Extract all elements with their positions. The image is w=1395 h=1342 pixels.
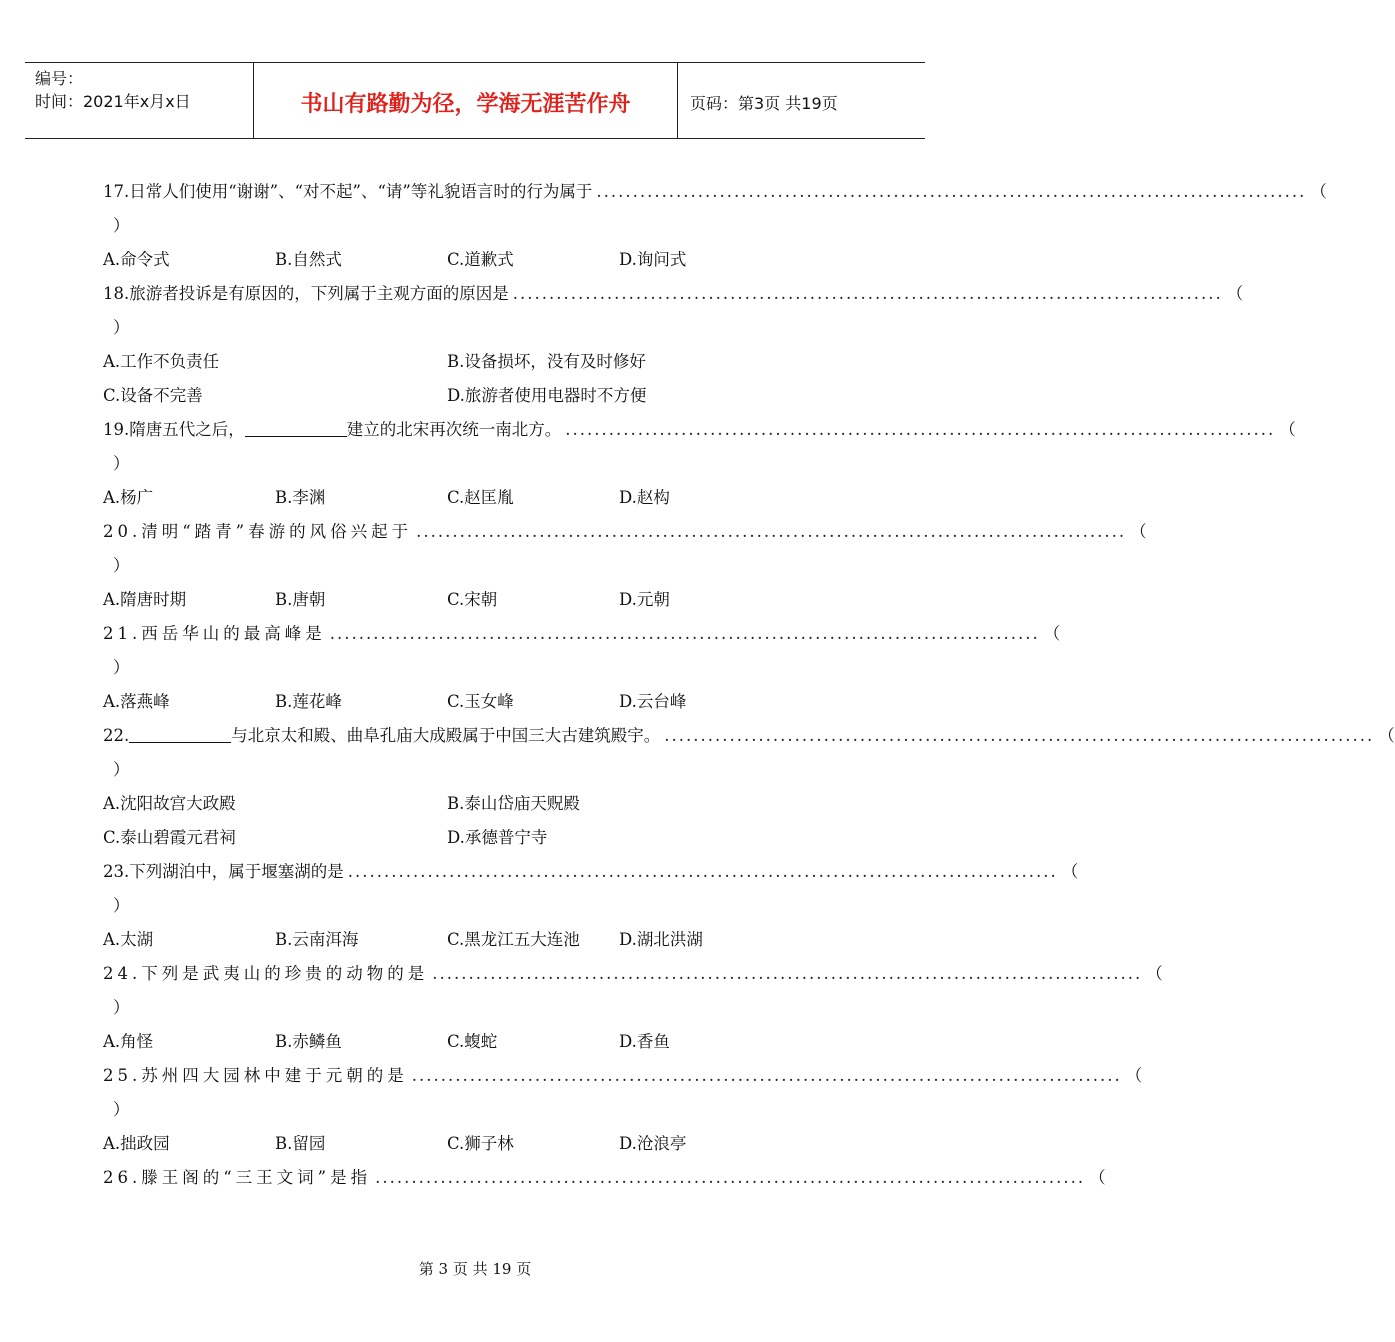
option-a: A.工作不负责任 [103,352,220,371]
question-stem: 21.西岳华山的最高峰是 [103,624,326,643]
options-row [103,926,848,960]
option-a: A.命令式 [103,250,170,269]
option-d: D.云台峰 [619,692,687,711]
question-25 [103,1062,1143,1164]
option-d: D.承德普宁寺 [447,828,548,847]
leader-dots: .................................................................................................. [432,964,1143,983]
close-paren: ） [113,658,130,677]
option-a: A.太湖 [103,930,154,949]
option-b: B.泰山岱庙天贶殿 [447,794,580,813]
close-paren: ） [113,998,130,1017]
question-23 [103,858,1079,960]
option-b: B.赤鳞鱼 [275,1032,342,1051]
option-c: C.赵匡胤 [447,488,514,507]
close-paren: ） [113,1100,130,1119]
close-paren: ） [113,896,130,915]
options-row [103,484,848,518]
question-21 [103,620,1061,722]
option-d: D.询问式 [619,250,687,269]
leader-dots: .................................................................................................. [347,862,1058,881]
close-paren: ） [113,318,130,337]
option-c: C.道歉式 [447,250,514,269]
options-row [103,688,848,722]
question-20 [103,518,1147,620]
option-d: D.湖北洪湖 [619,930,703,949]
stem-part: 22. [103,726,130,745]
question-stem: 18.旅游者投诉是有原因的，下列属于主观方面的原因是 [103,284,509,303]
question-stem: 20.清明“踏青”春游的风俗兴起于 [103,522,413,541]
options-row [103,382,848,416]
question-stem: 23.下列湖泊中，属于堰塞湖的是 [103,862,344,881]
question-list [103,178,1395,1198]
leader-dots: .................................................................................................. [411,1066,1122,1085]
close-paren: ） [113,556,130,575]
open-paren: （ [1089,1168,1106,1187]
open-paren: （ [1061,862,1079,881]
question-22 [103,722,1395,858]
stem-part: 19.隋唐五代之后， [103,420,245,439]
open-paren: （ [1146,964,1163,983]
question-18 [103,280,1244,416]
option-d: D.沧浪亭 [619,1134,687,1153]
question-stem: 25.苏州四大园林中建于元朝的是 [103,1066,408,1085]
option-c: C.玉女峰 [447,692,514,711]
header-meta [25,63,254,138]
open-paren: （ [1043,624,1061,643]
open-paren: （ [1125,1066,1143,1085]
serial-label: 编号： [35,69,84,88]
question-stem: 26.滕王阁的“三王文词”是指 [103,1168,372,1187]
option-a: A.隋唐时期 [103,590,187,609]
question-19 [103,416,1296,518]
option-d: D.旅游者使用电器时不方便 [447,386,647,405]
option-d: D.香鱼 [619,1032,670,1051]
motto: 书山有路勤为径，学海无涯苦作舟 [254,63,678,138]
option-b: B.莲花峰 [275,692,342,711]
option-c: C.宋朝 [447,590,498,609]
option-b: B.设备损坏，没有及时修好 [447,352,646,371]
open-paren: （ [1226,284,1244,303]
options-row [103,1130,848,1164]
page-header [25,62,925,139]
option-b: B.自然式 [275,250,342,269]
options-row [103,824,848,858]
option-b: B.李渊 [275,488,326,507]
question-stem: 24.下列是武夷山的珍贵的动物的是 [103,964,429,983]
close-paren: ） [113,760,130,779]
leader-dots: .................................................................................................. [664,726,1375,745]
open-paren: （ [1378,726,1395,745]
options-row [103,790,848,824]
question-26 [103,1164,1106,1198]
option-b: B.留园 [275,1134,326,1153]
options-row [103,246,848,280]
option-a: A.落燕峰 [103,692,170,711]
leader-dots: .................................................................................................. [565,420,1276,439]
option-b: B.云南洱海 [275,930,359,949]
option-d: D.赵构 [619,488,670,507]
page-info: 页码：第3页 共19页 [690,94,838,113]
answer-blank [129,724,231,743]
stem-part: 与北京太和殿、曲阜孔庙大成殿属于中国三大古建筑殿宇。 [231,726,661,745]
question-stem [103,722,660,750]
options-row [103,1028,848,1062]
open-paren: （ [1310,182,1327,201]
question-stem: 17.日常人们使用“谢谢”、“对不起”、“请”等礼貌语言时的行为属于 [103,182,593,201]
option-a: A.沈阳故宫大政殿 [103,794,236,813]
options-row [103,586,848,620]
leader-dots: .................................................................................................. [329,624,1040,643]
option-c: C.泰山碧霞元君祠 [103,828,236,847]
close-paren: ） [113,454,130,473]
option-c: C.蝮蛇 [447,1032,498,1051]
option-a: A.角怪 [103,1032,154,1051]
option-a: A.杨广 [103,488,154,507]
leader-dots: .................................................................................................. [375,1168,1086,1187]
open-paren: （ [1279,420,1296,439]
leader-dots: .................................................................................................. [512,284,1223,303]
option-a: A.拙政园 [103,1134,170,1153]
option-b: B.唐朝 [275,590,326,609]
stem-part: 建立的北宋再次统一南北方。 [346,420,562,439]
question-17 [103,178,1327,280]
option-c: C.设备不完善 [103,386,203,405]
date-line: 时间：2021年x月x日 [35,92,191,111]
leader-dots: .................................................................................................. [416,522,1127,541]
answer-blank [245,418,347,437]
option-c: C.黑龙江五大连池 [447,930,580,949]
open-paren: （ [1130,522,1147,541]
option-c: C.狮子林 [447,1134,514,1153]
leader-dots: .................................................................................................. [596,182,1307,201]
page-footer: 第 3 页 共 19 页 [418,1260,532,1278]
option-d: D.元朝 [619,590,670,609]
close-paren: ） [113,216,130,235]
options-row [103,348,848,382]
question-24 [103,960,1163,1062]
question-stem [103,416,561,444]
